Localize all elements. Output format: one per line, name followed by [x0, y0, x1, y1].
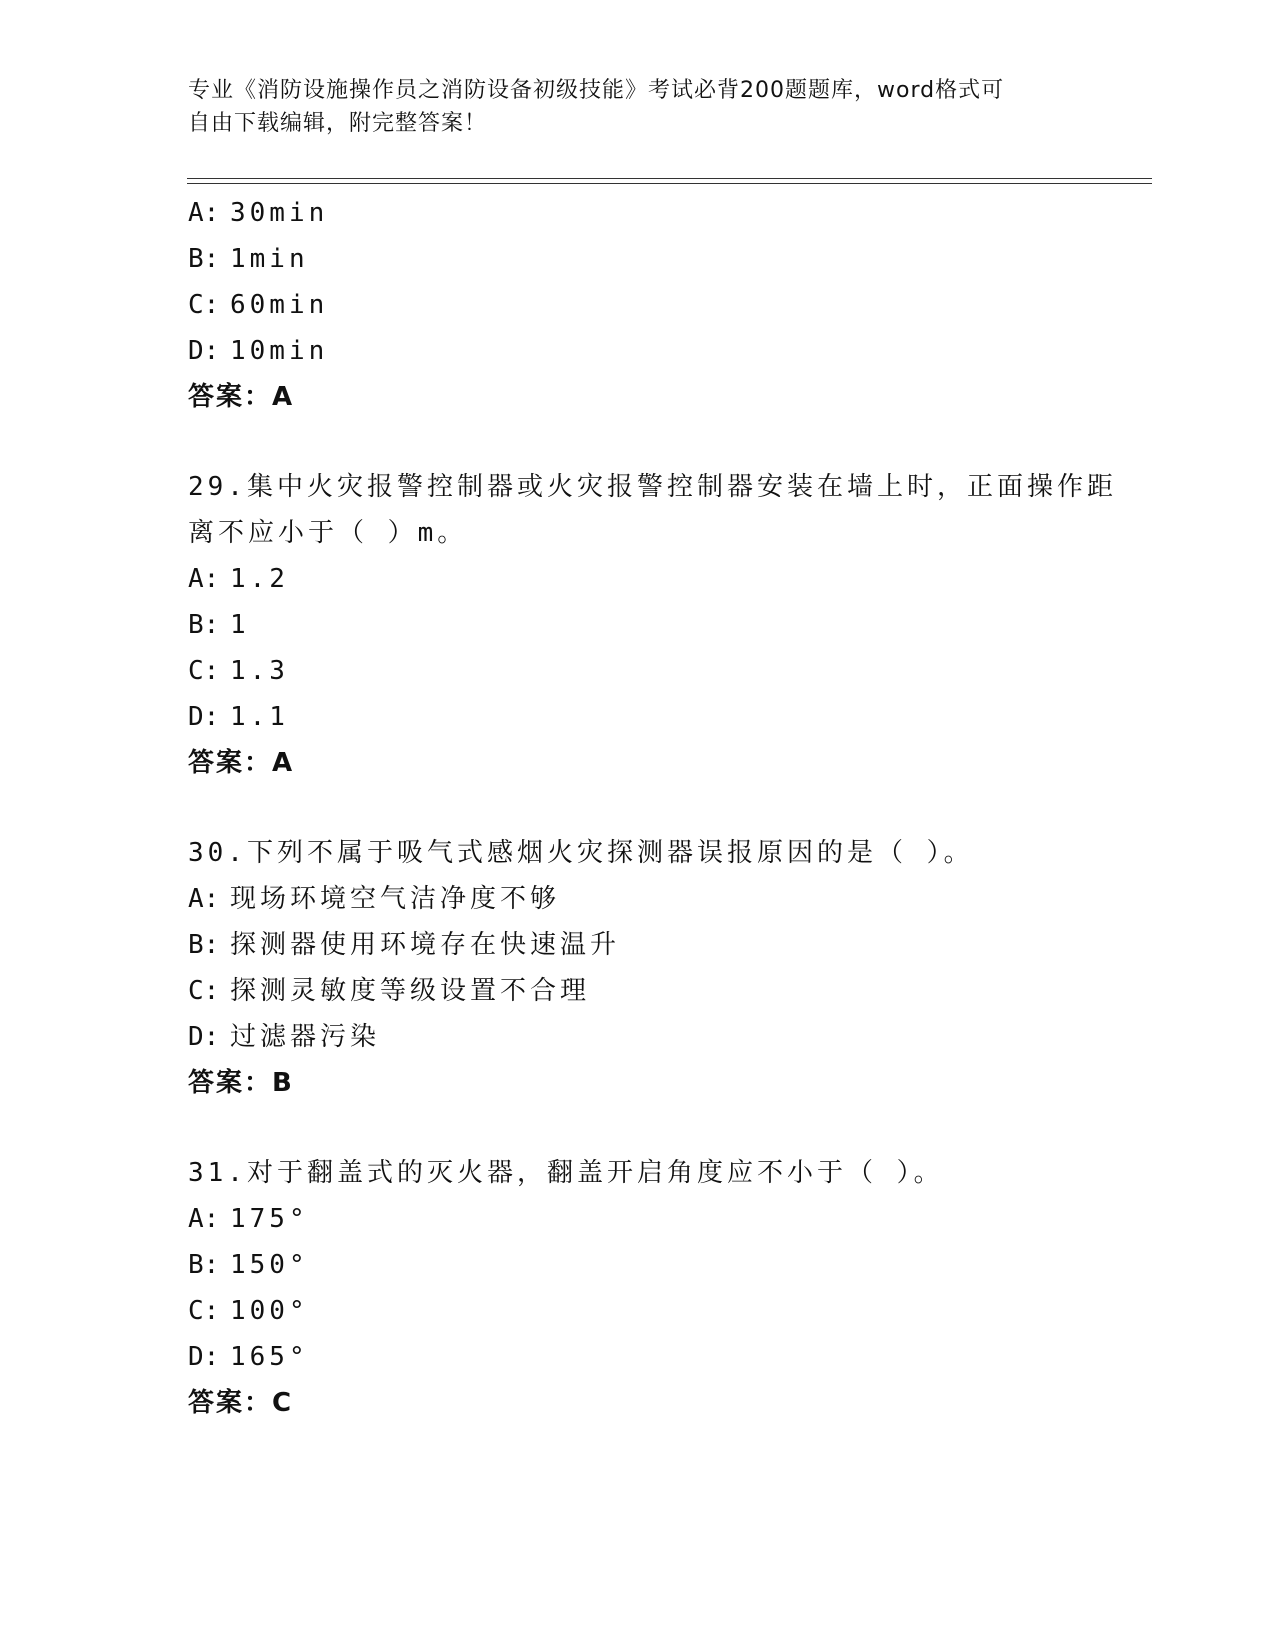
header-divider-top	[187, 178, 1152, 179]
answer-line: 答案：A	[188, 382, 295, 412]
document-header	[188, 74, 1088, 140]
option-b: B: 1min	[188, 244, 309, 274]
header-line-2: 自由下载编辑，附完整答案！	[188, 111, 488, 136]
spacer	[188, 786, 1088, 830]
question-text-continued: 离不应小于（ ）m。	[188, 518, 468, 548]
option-a: A: 现场环境空气洁净度不够	[188, 884, 561, 914]
option-c: C: 1.3	[188, 656, 289, 686]
spacer	[188, 420, 1088, 464]
option-a: A: 1.2	[188, 564, 289, 594]
question-31	[188, 1150, 1088, 1426]
option-d: D: 165°	[188, 1342, 309, 1372]
option-b: B: 探测器使用环境存在快速温升	[188, 930, 621, 960]
option-d: D: 1.1	[188, 702, 289, 732]
answer-line: 答案：A	[188, 748, 295, 778]
header-line-1: 专业《消防设施操作员之消防设备初级技能》考试必背200题题库，word格式可	[188, 78, 1005, 103]
question-text: 29.集中火灾报警控制器或火灾报警控制器安装在墙上时，正面操作距	[188, 472, 1117, 502]
answer-line: 答案：C	[188, 1388, 294, 1418]
option-a: A: 30min	[188, 198, 329, 228]
question-28-continuation	[188, 190, 1088, 420]
question-list	[188, 190, 1117, 1426]
header-divider-bottom	[187, 183, 1152, 184]
option-d: D: 过滤器污染	[188, 1022, 381, 1052]
option-c: C: 100°	[188, 1296, 309, 1326]
option-b: B: 1	[188, 610, 250, 640]
question-30	[188, 830, 1088, 1106]
option-d: D: 10min	[188, 336, 329, 366]
option-a: A: 175°	[188, 1204, 309, 1234]
question-29	[188, 464, 1117, 786]
question-text: 30.下列不属于吸气式感烟火灾探测器误报原因的是（ ）。	[188, 838, 974, 868]
spacer	[188, 1106, 1088, 1150]
option-b: B: 150°	[188, 1250, 309, 1280]
answer-line: 答案：B	[188, 1068, 294, 1098]
option-c: C: 探测灵敏度等级设置不合理	[188, 976, 591, 1006]
question-text: 31.对于翻盖式的灭火器，翻盖开启角度应不小于（ ）。	[188, 1158, 944, 1188]
option-c: C: 60min	[188, 290, 329, 320]
